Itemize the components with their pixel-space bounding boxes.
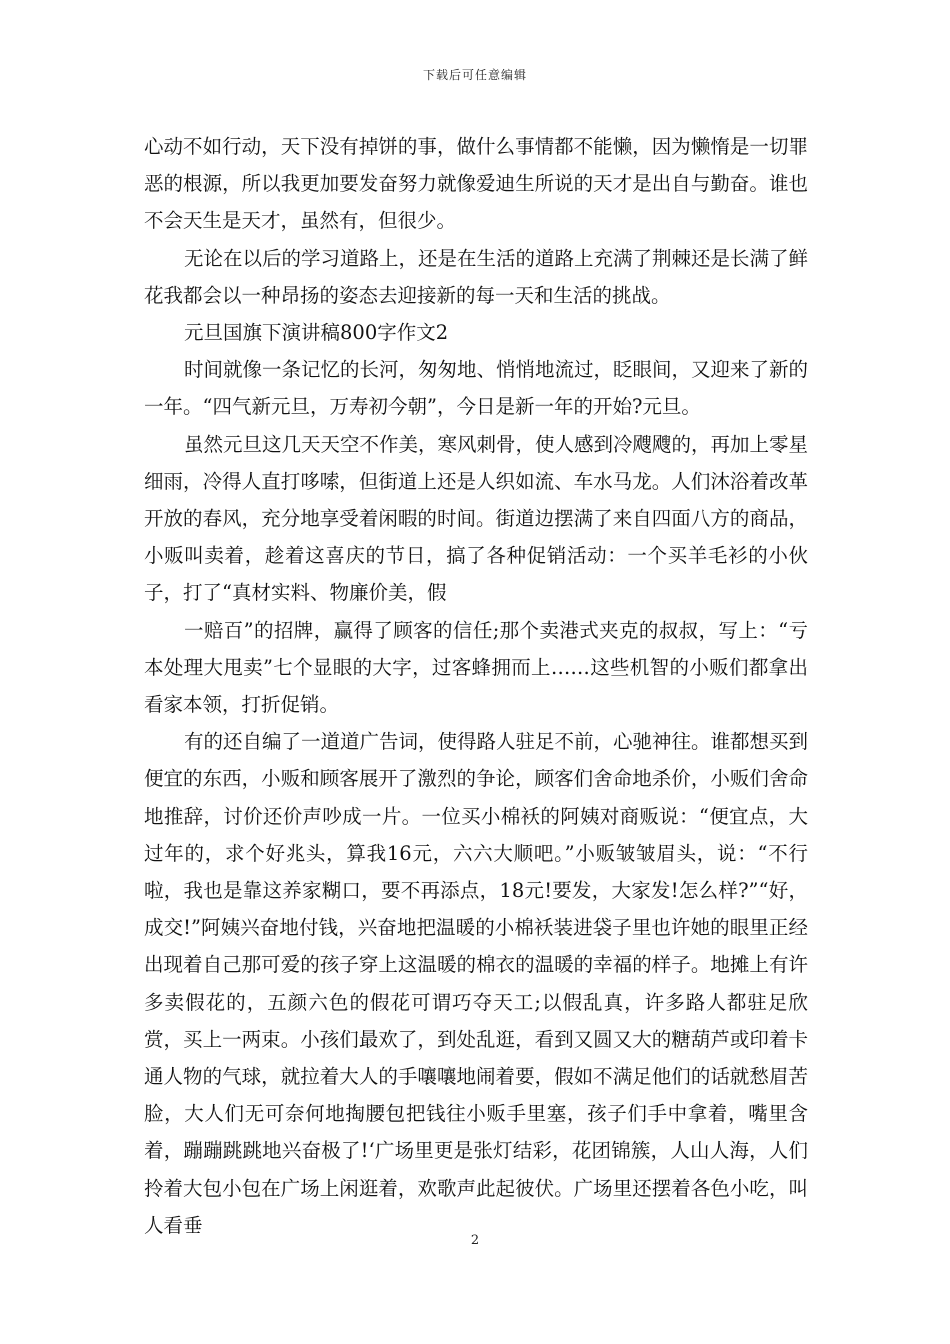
paragraph: 虽然元旦这几天天空不作美，寒风刺骨，使人感到冷飕飕的，再加上零星细雨，冷得人直打哆嗦，但街道上还是人织如流、车水马龙。人们沐浴着改革开放的春风，充分地享受着闲暇的时间。街道边摆满了来自四面八方的商品，小贩叫卖着，趁着这喜庆的节日，搞了各种促销活动：一个买羊毛衫的小伙子，打了“真材实料、物廉价美，假 [144, 432, 809, 605]
paragraph: 一赔百”的招牌，赢得了顾客的信任;那个卖港式夹克的叔叔，写上：“亏本处理大甩卖”七个显眼的大字，过客蜂拥而上……这些机智的小贩们都拿出看家本领，打折促销。 [144, 618, 808, 717]
page-number: 2 [470, 1233, 480, 1248]
page-header: 下载后可任意编辑 [422, 68, 527, 82]
paragraph: 时间就像一条记忆的长河，匆匆地、悄悄地流过，眨眼间，又迎来了新的一年。“四气新元旦，万寿初今朝”，今日是新一年的开始?元旦。 [144, 358, 809, 419]
paragraph: 无论在以后的学习道路上，还是在生活的道路上充满了荆棘还是长满了鲜花我都会以一种昂扬的姿态去迎接新的每一天和生活的挑战。 [144, 246, 809, 307]
document-body [144, 128, 808, 1244]
paragraph: 有的还自编了一道道广告词，使得路人驻足不前，心驰神往。谁都想买到便宜的东西，小贩和顾客展开了激烈的争论，顾客们舍命地杀价，小贩们舍命地推辞，讨价还价声吵成一片。一位买小棉袄的阿姨对商贩说：“便宜点，大过年的，求个好兆头，算我16元，六六大顺吧。”小贩皱皱眉头，说：“不行啦，我也是靠这养家糊口，要不再添点，18元!要发，大家发!怎么样?”“好，成交!”阿姨兴奋地付钱，兴奋地把温暖的小棉袄装进袋子里也许她的眼里正经出现着自己那可爱的孩子穿上这温暖的棉衣的温暖的幸福的样子。地摊上有许多卖假花的，五颜六色的假花可谓巧夺天工;以假乱真，许多路人都驻足欣赏，买上一两束。小孩们最欢了，到处乱逛，看到又圆又大的糖葫芦或印着卡通人物的气球，就拉着大人的手嚷嚷地闹着要，假如不满足他们的话就愁眉苦脸，大人们无可奈何地掏腰包把钱往小贩手里塞，孩子们手中拿着，嘴里含着，蹦蹦跳跳地兴奋极了!‘广场里更是张灯结彩，花团锦簇，人山人海，人们拎着大包小包在广场上闲逛着，欢歌声此起彼伏。广场里还摆着各色小吃，叫人看垂 [144, 730, 809, 1237]
paragraph: 心动不如行动，天下没有掉饼的事，做什么事情都不能懒，因为懒惰是一切罪恶的根源，所以我更加要发奋努力就像爱迪生所说的天才是出自与勤奋。谁也不会天生是天才，虽然有，但很少。 [144, 135, 808, 233]
section-title: 元旦国旗下演讲稿800字作文2 [184, 321, 449, 345]
